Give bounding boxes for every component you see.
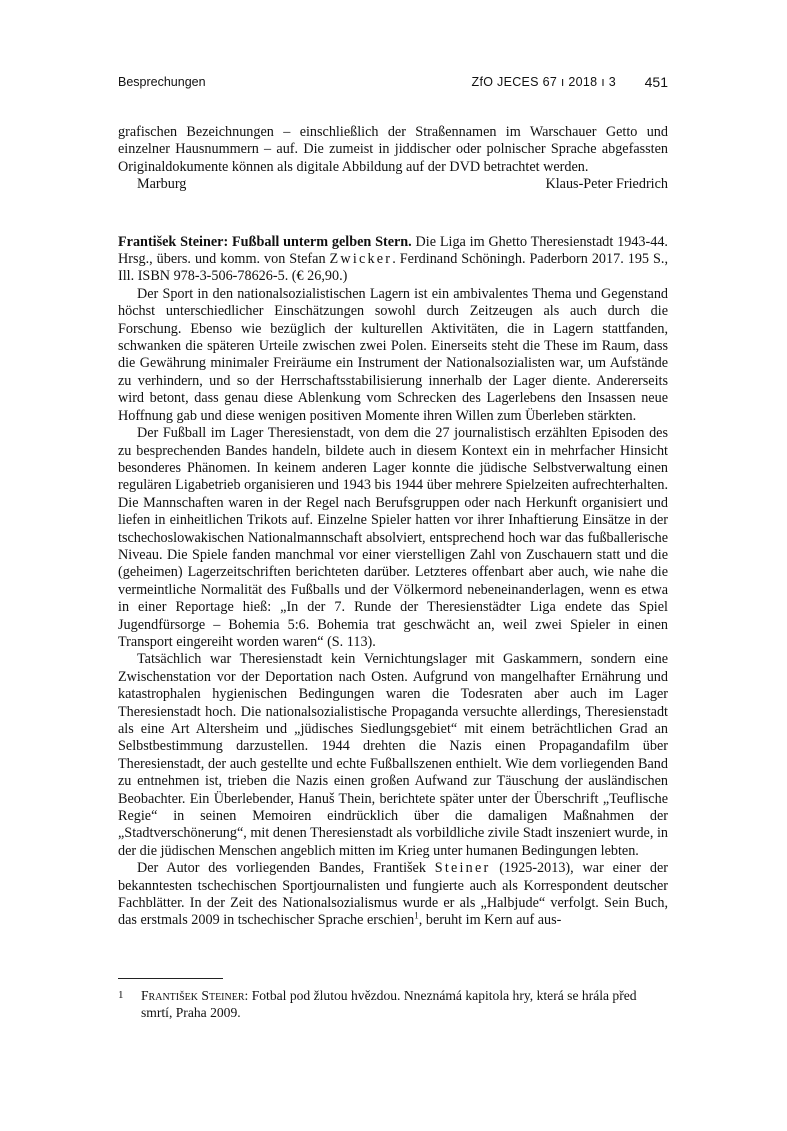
review-paragraph-4: [118, 860, 668, 930]
review-paragraph-3: Tatsächlich war Theresienstadt kein Vernichtungslager mit Gaskammern, sondern eine Zwischenstation vor der Deportation nach Osten. Aufgrund von mangelhafter Ernährung und katastrophalen hygienischen Bedingungen waren die Todesraten aber auch im Lager Theresienstadt hoch. Die nationalsozialistische Propaganda versuchte allerdings, Theresienstadt als eine Art Altersheim und „jüdisches Siedlungsgebiet“ mit einem beträchtlichen Grad an Selbstbestimmung darzustellen. 1944 drehten die Nazis einen Propagandafilm über Theresienstadt, der auch gestellte und echte Fußballszenen enthielt. Wie dem vorliegenden Band zu entnehmen ist, trieben die Nazis einen großen Aufwand zur Täuschung der ausländischen Beobachter. Ein Überlebender, Hanuš Thein, berichtete später unter der Überschrift „Teuflische Regie“ in seinen Memoiren eindrücklich über die damaligen Maßnahmen der „Stadtverschönerung“, mit denen Theresienstadt als vorbildliche zivile Stadt inszeniert wurde, in der die jüdischen Menschen angeblich mitten im Krieg unter humanen Bedingungen lebten.: [118, 651, 668, 859]
reviewer-name: Klaus-Peter Friedrich: [545, 176, 668, 193]
review-paragraph-2: Der Fußball im Lager Theresienstadt, von dem die 27 journalistisch erzählten Episoden des zu besprechenden Bandes handeln, bildete auch in diesem Kontext ein in mehrfacher Hinsicht besonderes Phänomen. In keinem anderen Lager konnte die jüdische Selbstverwaltung einen regulären Ligabetrieb organisieren und 1943 bis 1944 über mehrere Spielzeiten aufrechterhalten. Die Mannschaften waren in der Regel nach Berufsgruppen oder nach Herkunft organisiert und liefen in einheitlichen Trikots auf. Einzelne Spieler hatten vor ihrer Inhaftierung Einsätze in der tschechoslowakischen Nationalmannschaft absolviert, entsprechend hoch war das fußballerische Niveau. Die Spiele fanden manchmal vor einer vierstelligen Zahl von Zuschauern statt und die (geheimen) Lagerzeitschriften berichteten darüber. Letzteres offenbart aber auch, wie nahe die vermeintliche Normalität des Fußballs und der Völkermord nebeneinanderlagen, wenn es etwa in einer Reportage hieß: „In der 7. Runde der Theresienstädter Liga endete das Spiel Jugendfürsorge – Bohemia 5:6. Bohemia trat geschwächt an, weil zwei Spieler in einen Transport eingereiht worden waren“ (S. 113).: [118, 425, 668, 650]
paragraph-4-part-1: Der Autor des vorliegenden Bandes, František: [137, 860, 435, 877]
review-book-title: František Steiner: Fußball unterm gelben Stern.: [118, 233, 412, 250]
bibliography-part-2: . Ferdinand Schöningh. Paderborn 2017. 195 S., Ill. ISBN 978-3-506-78626-5. (€ 26,90.): [118, 251, 668, 285]
page-number: 451: [644, 74, 668, 90]
previous-review-signature: [118, 176, 668, 193]
editor-surname: Zwicker: [329, 251, 393, 268]
footnote-author: František Steiner: [141, 988, 245, 1003]
section-title: Besprechungen: [118, 75, 206, 89]
bibliography-part-1: Die Liga im Ghetto Theresienstadt 1943-44. Hrsg., übers. und komm. von Stefan: [118, 233, 668, 268]
paragraph-4-part-3: , beruht im Kern auf aus-: [418, 912, 562, 929]
review-bibliography: [118, 234, 668, 286]
footnote-separator: [118, 978, 223, 979]
previous-review-ending: grafischen Bezeichnungen – einschließlich der Straßennamen im Warschauer Getto und einzelner Hausnummern – auf. Die zumeist in jiddischer oder polnischer Sprache abgefassten Originaldokumente können als digitale Abbildung auf der DVD betrachtet werden.: [118, 124, 668, 175]
author-surname: Steiner: [434, 860, 491, 877]
footnote-text: [141, 987, 668, 1021]
running-header: [118, 75, 668, 93]
review-paragraph-1: Der Sport in den nationalsozialistischen Lagern ist ein ambivalentes Thema und Gegenstand höchst unterschiedlicher Einschätzungen sowohl durch Zeitzeugen als auch durch die Forschung. Ebenso wie bezüglich der kulturellen Aktivitäten, die in Lagern stattfanden, schwanken die späteren Urteile zwischen zwei Polen. Einerseits steht die These im Raum, dass die Gewährung minimaler Freiräume ein Instrument der Nationalsozialisten war, um Aufstände zu verhindern, und so der Herrschaftsstabilisierung innerhalb der Lager diente. Andererseits wird betont, dass genau diese Ablenkung vom Schrecken des Lagerlebens den Insassen neue Hoffnung gab und diese wenigen positiven Momente ihren Willen zum Überleben stärkten.: [118, 285, 668, 424]
footnote-reference[interactable]: 1: [414, 910, 419, 921]
page-body: [118, 124, 668, 930]
paragraph-4-part-2: (1925-2013), war einer der bekanntesten tschechischen Sportjournalisten und fungierte auch als Korrespondent deutscher Fachblätter. In der Zeit des Nationalsozialismus wurde er als „Halbjude“ verfolgt. Sein Buch, das erstmals 2009 in tschechischer Sprache erschien: [118, 860, 668, 929]
footnote-number: 1: [118, 989, 124, 1001]
footnote-citation: : Fotbal pod žlutou hvězdou. Nneznámá kapitola hry, která se hrála před smrtí, Praha 2009.: [141, 988, 637, 1020]
reviewer-place: Marburg: [137, 176, 187, 193]
journal-issue: ZfO JECES 67 ı 2018 ı 3: [471, 75, 616, 89]
footnote: [118, 987, 668, 1021]
